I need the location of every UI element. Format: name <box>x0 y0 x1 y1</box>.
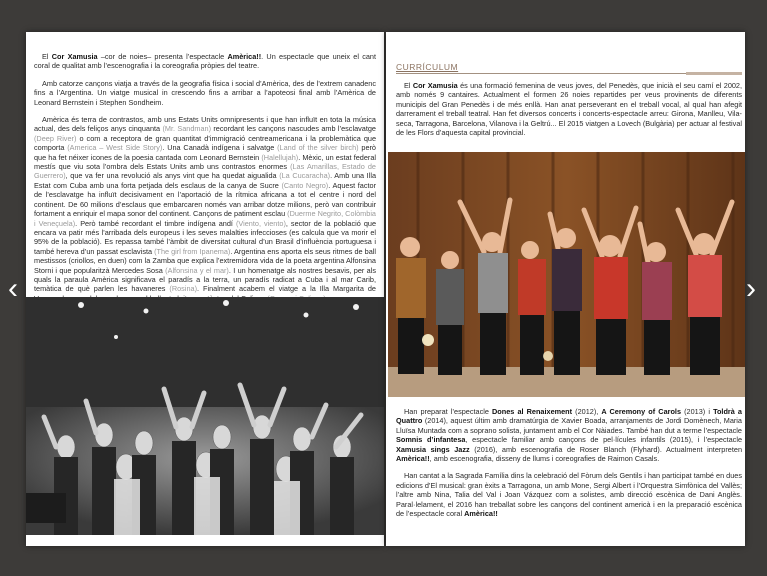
text-run: (2016), amb escenografia de Roser Blanch (Flyhard). Actualment interpreten <box>469 444 742 454</box>
intro-text <box>34 52 376 311</box>
text-run: és una formació femenina de veus joves, del Penedès, que inicià el seu camí el 2002, amb només 9 cantaires. Actualment el formen 26 noies repartides per veus provinents de diferents municipis del Gran Penedès i de més enllà. Han anat perseverant en el treball vocal, al qual han afegit darrerament el treball teatral. Han fet diversos concerts i concerts-espectacle arreu: Girona, Manlleu, Vila-seca, Tarragona, Barcelona, Vilanova i la Geltrú... El 2015 viatgen a Lovech (Bulgària) per actuar al festival de les Flors d’aquesta capital provincial. <box>396 81 743 138</box>
bold-title: Toldrà a Quattro <box>396 407 742 426</box>
text-run: . Finalment acabem el viatge a la Illa Margarita de <box>197 284 376 294</box>
bw-choir-photo <box>26 297 384 535</box>
text-run: , amb escenografia, disseny de llums i coreografies de Raimon Casals. <box>429 454 660 464</box>
paragraph <box>396 81 742 137</box>
text-run: . Una Canadà indígena i salvatge <box>162 143 278 153</box>
bold-title: Cor Xamusia <box>51 52 98 61</box>
bold-title: Dones al Renaixement <box>492 407 573 416</box>
text-run: , que va fer una revolució als anys vint que ha quedat aigualida <box>65 171 280 181</box>
text-run: . I un homenatge als nostres besavis, per als quals la paraula Amèrica significava el paradís a la terra, un paradís radicat a Cuba i al mar Carib, temàtica de què parlen les havaneres <box>34 265 376 294</box>
song-reference: (La Cucaracha) <box>279 171 331 181</box>
bold-title: Somnis d’infantesa <box>396 435 466 445</box>
color-choir-photo <box>388 152 745 397</box>
song-reference: (The girl from Ipanema) <box>154 246 231 256</box>
text-run: o com a receptora de gran quantitat d’immigració centreamericana i la problemàtica que comporta <box>34 133 377 153</box>
paragraph <box>34 115 376 303</box>
song-reference: (Land of the silver birch) <box>277 143 359 153</box>
paragraph <box>396 471 742 518</box>
text-run: . Però també recordant el timbre indígena andí <box>75 218 236 228</box>
history-text <box>396 407 742 526</box>
text-run: . Argentina ens aporta els seus ritmes de ball mestissos (criollos, en duen) com la Zamba que explica l’extremidora vida de la poeta argentina Alfonsina Storni i que popularitzà Mercedes Sosa <box>34 246 376 275</box>
song-reference: (Las Amarillas, Estado de Guerrero) <box>34 162 376 181</box>
right-page <box>386 32 745 546</box>
paragraph <box>34 52 376 71</box>
left-page <box>26 32 384 546</box>
song-reference: (Rosina) <box>169 284 197 294</box>
text-run: . Un espectacle que uneix el cant coral de qualitat amb l’escenografia i la coreografia pròpies del teatre. <box>34 52 377 71</box>
bw-photo-image <box>26 297 384 535</box>
text-run: El <box>404 81 413 90</box>
text-run: . Mèxic, un estat federal mestís que viu sota l’ombra dels Estats Units amb uns contrastos enormes <box>34 152 377 172</box>
text-run: . Aquest factor de l’esclavatge ha influït decisivament en l’aportació de la rítmica africana a tot el centre i nord del continent. De 60 milions d’esclaus que embarcaren només van arribar dotze milions, però van contribuir fortament a enriquir el mapa sonor del continent. Cançons de patiment esclau <box>34 180 376 219</box>
song-reference: (America – West Side Story) <box>67 143 163 153</box>
song-reference: (Halellujah) <box>261 152 299 162</box>
song-reference: (Mr. Sandman) <box>162 124 212 134</box>
curriculum-title: CURRÍCULUM <box>396 62 459 72</box>
prev-page-arrow-icon[interactable]: ‹ <box>8 272 18 305</box>
text-run: (2013) i <box>681 407 714 416</box>
text-run: . Amb una Illa Estat com Cuba amb una forta petjada dels esclaus de la canya de Sucre <box>34 171 376 190</box>
title-divider <box>396 73 742 74</box>
curriculum-text <box>396 81 742 145</box>
text-run: , espectacle familiar amb cançons de pel·lícules infantils (2015), i l’espectacle <box>465 435 743 445</box>
paragraph <box>34 79 376 107</box>
text-run: Amèrica és terra de contrastos, amb uns Estats Units omnipresents i que han influït en tota la música actual, des dels feliços anys cinquanta <box>34 115 376 134</box>
text-run: però que ha fet néixer icones de la poesia cantada com Leonard Bernstein <box>34 143 376 162</box>
paragraph <box>396 407 742 463</box>
bold-title: Amèrica!! <box>227 52 262 61</box>
song-reference: (Viento, viento) <box>235 218 286 228</box>
song-reference: (Canto Negro) <box>281 180 329 190</box>
song-reference: (Deep River) <box>34 133 77 143</box>
bold-title: Cor Xamusia <box>412 81 458 90</box>
text-run: –cor de noies– presenta l’espectacle <box>97 52 228 61</box>
text-run: El <box>42 52 52 61</box>
bold-title: Amèrica!! <box>396 454 430 464</box>
text-run: Amb catorze cançons viatja a través de la geografia física i social d’Amèrica, des de l’extrem canadenc fins a l’Argentina. Un viatge musical in crescendo fins a arribar a l’apoteosi final amb l’Amèrica de Leonard Bernstein i Stephen Sondheim. <box>34 78 376 107</box>
text-run: (2014), aquest últim amb dramatúrgia de Xavier Boada, arranjaments de Jordi Domènech, Maria Lluïsa Muntada com a soprano solista, juntament amb el Cor Nàiades. També han dut a terme l’espectacle <box>396 416 742 435</box>
bold-title: A Ceremony of Carols <box>601 407 682 416</box>
text-run: recordant les cançons nascudes amb l’esclavatge <box>211 124 376 134</box>
bold-title: Amèrica!! <box>464 509 498 519</box>
song-reference: (Duerme Negrito, Colòmbia i Veneçuela) <box>34 209 376 228</box>
text-run: Han preparat l’espectacle <box>404 407 493 416</box>
text-run: Han cantat a la Sagrada Família dins la celebració del Fòrum dels Gentils i han participat també en dues edicions d’El musical: gran èxits a Tarragona, un amb Mone, Sergi Albert i l’Orquestra Simfònica del Vallès; l’altre amb Nina, Talia del Val i Joan Vázquez com a solistes, amb direcció escènica de Dani Anglès. Paral·lelament, el 2016 han treballat sobre les cançons del continent americà i en la preparació escènica de l’espectacle coral <box>396 471 742 519</box>
text-run: , sector de la població que encara va patir més l’arribada dels europeus i les seves malalties infeccioses (es calcula que va morir el 95% de la població). Es repassa també l’àmbit de diversitat cultural d’un Brasil d’influència portuguesa i també hereva d’un passat esclavista <box>34 218 376 256</box>
color-photo-image <box>388 152 745 397</box>
bold-title: Xamusia sings Jazz <box>396 444 470 454</box>
text-run: (2012), <box>572 407 602 416</box>
next-page-arrow-icon[interactable]: › <box>746 272 756 305</box>
song-reference: (Alfonsina y el mar) <box>165 265 229 275</box>
